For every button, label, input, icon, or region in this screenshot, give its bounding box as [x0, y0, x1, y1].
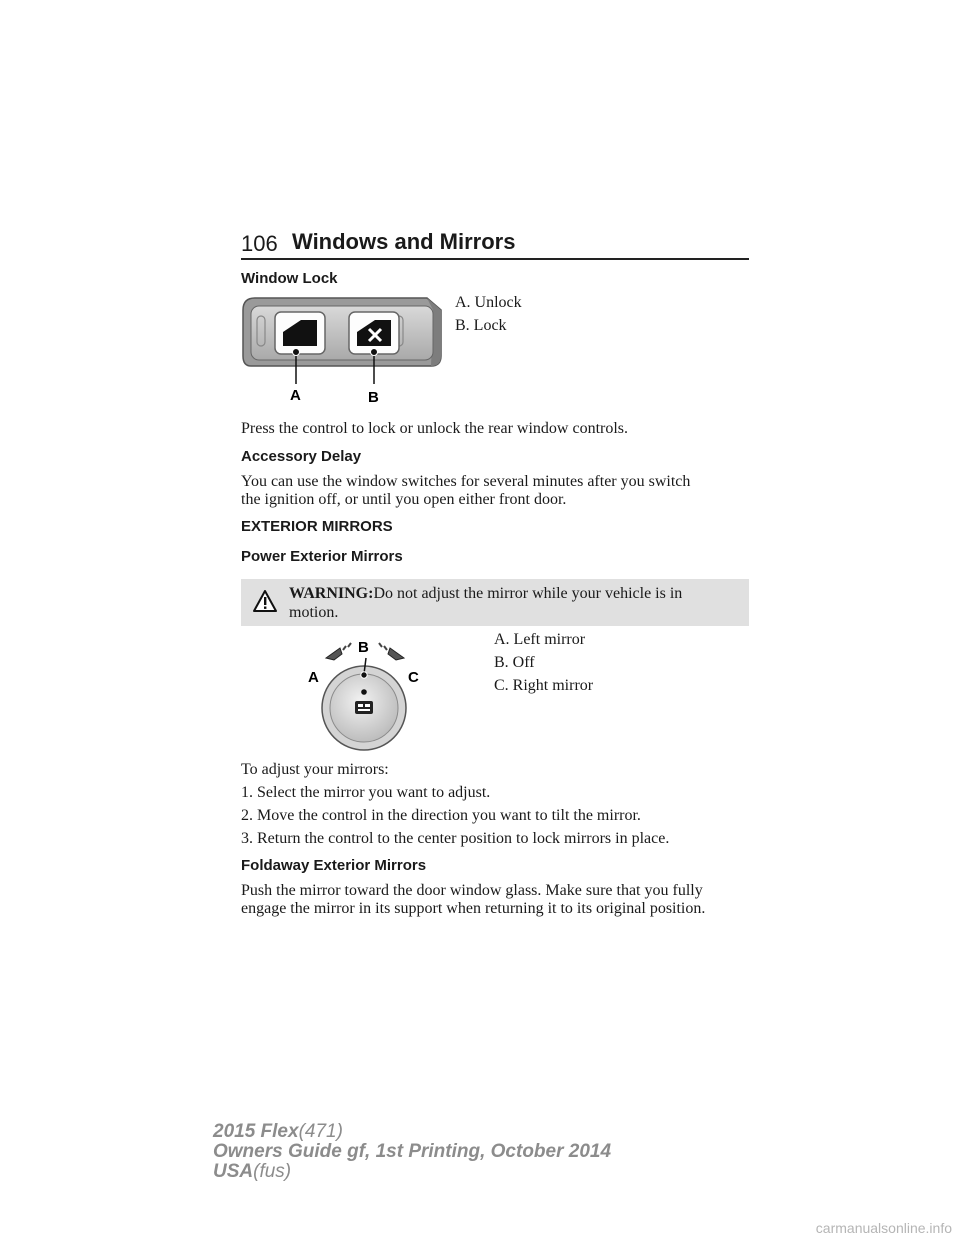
- watermark: carmanualsonline.info: [815, 1220, 952, 1236]
- mirror-callout-a: A: [308, 669, 319, 686]
- page-title: Windows and Mirrors: [292, 229, 516, 254]
- warning-line-1: Do not adjust the mirror while your vehicle is in: [373, 585, 683, 602]
- legend-left-mirror: A. Left mirror: [494, 631, 586, 648]
- warning-line-2: motion.: [289, 604, 339, 621]
- footer-guide: Owners Guide gf, 1st Printing, October 2014: [213, 1141, 612, 1162]
- adjust-step-1: 1. Select the mirror you want to adjust.: [241, 784, 491, 801]
- footer-market-code: (fus): [253, 1161, 292, 1182]
- callout-b: B: [368, 389, 379, 404]
- legend-right-mirror: C. Right mirror: [494, 677, 594, 694]
- power-mirrors-heading: Power Exterior Mirrors: [241, 548, 403, 565]
- legend-unlock: A. Unlock: [455, 294, 522, 311]
- footer-model-code: (471): [298, 1121, 343, 1142]
- mirror-callout-c: C: [408, 669, 419, 686]
- foldaway-line-2: engage the mirror in its support when returning it to its original position.: [241, 900, 706, 917]
- accessory-delay-line-1: You can use the window switches for several minutes after you switch: [241, 473, 691, 490]
- warning-text: [289, 584, 729, 622]
- warning-label: WARNING:: [289, 585, 374, 602]
- foldaway-heading: Foldaway Exterior Mirrors: [241, 857, 427, 874]
- accessory-delay-heading: Accessory Delay: [241, 448, 362, 465]
- foldaway-line-1: Push the mirror toward the door window glass. Make sure that you fully: [241, 882, 703, 899]
- adjust-step-2: 2. Move the control in the direction you want to tilt the mirror.: [241, 807, 641, 824]
- accessory-delay-line-2: the ignition off, or until you open either front door.: [241, 491, 567, 508]
- legend-off: B. Off: [494, 654, 535, 671]
- window-lock-text: Press the control to lock or unlock the rear window controls.: [241, 420, 629, 437]
- warning-triangle-icon: [252, 589, 278, 613]
- footer-market: USA: [213, 1161, 254, 1182]
- adjust-step-3: 3. Return the control to the center position to lock mirrors in place.: [241, 830, 670, 847]
- footer: [213, 1122, 611, 1182]
- mirror-callout-b: B: [358, 639, 369, 656]
- legend-lock: B. Lock: [455, 317, 507, 334]
- window-lock-illustration: [241, 292, 445, 404]
- footer-model: 2015 Flex: [213, 1121, 299, 1142]
- window-lock-heading: Window Lock: [241, 270, 338, 287]
- header-rule: [241, 258, 749, 260]
- mirror-control-illustration: [300, 630, 430, 758]
- page-number: 106: [241, 231, 278, 256]
- section-heading: EXTERIOR MIRRORS: [241, 518, 393, 535]
- callout-a: A: [290, 387, 301, 404]
- adjust-intro: To adjust your mirrors:: [241, 761, 389, 778]
